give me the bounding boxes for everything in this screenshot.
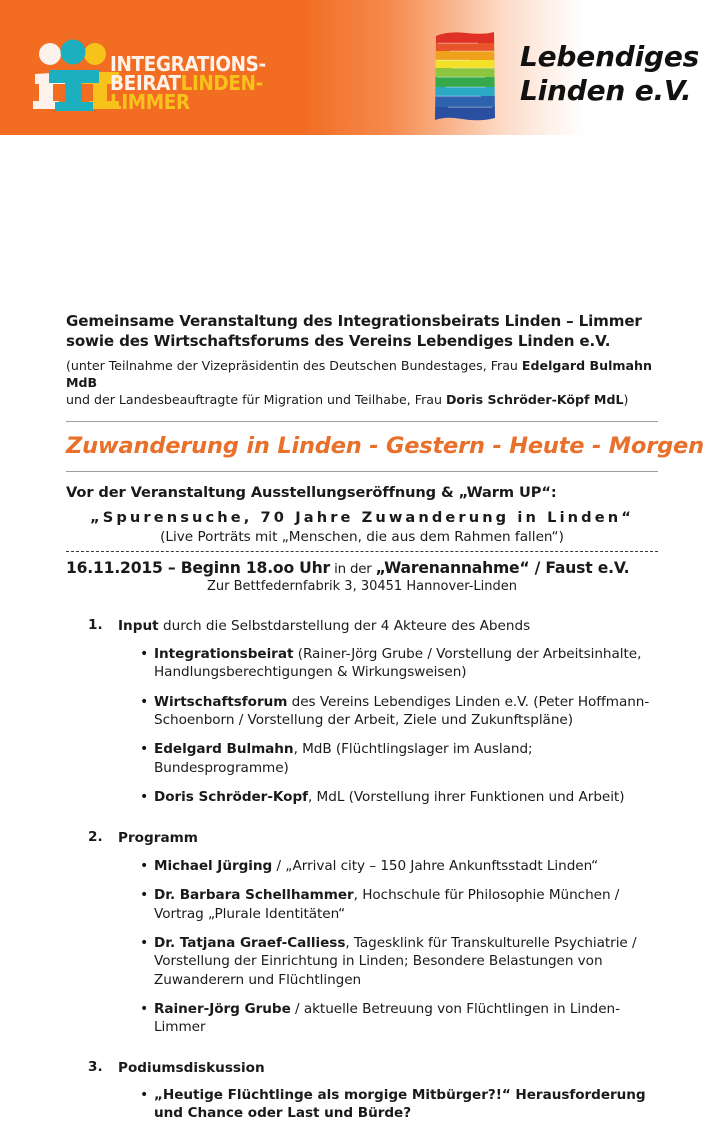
intro-sub-line-1 — [66, 358, 658, 392]
bullet-icon: • — [140, 934, 149, 951]
list-item — [66, 1000, 658, 1037]
list-item — [66, 857, 658, 875]
intro-sub-2-close: ) — [623, 391, 629, 407]
program-section-1 — [66, 617, 658, 807]
list-item — [66, 1086, 658, 1123]
intro-heading-line-1: Gemeinsame Veranstaltung des Integrationsbeirats Linden – Limmer — [66, 312, 642, 330]
list-item-rest: , Tagesklink für Transkulturelle Psychiatrie / Vorstellung der Einrichtung in Linden; Besondere Belastungen von Zuwanderern und Flüchtlingen — [154, 934, 637, 988]
divider-above-title — [66, 421, 658, 422]
program-item-heading — [66, 1059, 658, 1077]
list-item-text — [154, 1086, 658, 1123]
list-item-bold: Dr. Barbara Schellhammer — [154, 887, 354, 904]
list-item-text — [154, 693, 658, 730]
list-item-bold: Dr. Tatjana Graef-Calliess — [154, 934, 346, 951]
program-title-3 — [118, 1059, 265, 1077]
rainbow-brushstroke-icon — [432, 30, 498, 122]
list-item — [66, 693, 658, 730]
program-item-heading — [66, 617, 658, 635]
program-section-3 — [66, 1059, 658, 1123]
program-2-bullets — [66, 857, 658, 1037]
lebendiges-linden-line-1: Lebendiges — [520, 40, 700, 73]
warmup-heading: Vor der Veranstaltung Ausstellungseröffnung & „Warm UP“: — [66, 483, 557, 501]
list-item-bold: Rainer-Jörg Grube — [154, 1000, 291, 1017]
intro-heading — [66, 311, 658, 351]
integrationsbeirat-wordmark — [110, 52, 266, 114]
list-item-text — [154, 934, 658, 989]
list-item-bold: Doris Schröder-Kopf — [154, 789, 309, 806]
program-3-bullets — [66, 1086, 658, 1123]
event-date-line — [66, 559, 658, 577]
list-item-rest: / aktuelle Betreuung von Flüchtlingen in Linden-Limmer — [154, 1000, 620, 1036]
bullet-icon: • — [140, 857, 149, 874]
program-section-2 — [66, 829, 658, 1037]
list-item — [66, 934, 658, 989]
exhibition-subtitle: (Live Porträts mit „Menschen, die aus dem Rahmen fallen“) — [160, 528, 564, 545]
list-item-rest: des Vereins Lebendiges Linden e.V. (Peter Hoffmann-Schoenborn / Vorstellung der Arbeit, Ziele und Zukunftspläne) — [154, 693, 650, 729]
list-item-rest: / „Arrival city – 150 Jahre Ankunftsstadt Linden“ — [272, 857, 599, 874]
list-item-rest: , MdL (Vorstellung ihrer Funktionen und Arbeit) — [308, 789, 625, 806]
list-item — [66, 788, 658, 806]
list-item-rest: (Rainer-Jörg Grube / Vorstellung der Arbeitsinhalte, Handlungsberechtigungen & Wirkungsweisen) — [154, 646, 642, 681]
event-address: Zur Bettfedernfabrik 3, 30451 Hannover-Linden — [206, 578, 517, 594]
program-title-1-bold: Input — [118, 617, 159, 634]
program-number-2: 2. — [88, 828, 103, 845]
lebendiges-linden-line-2: Linden e.V. — [520, 74, 692, 108]
bullet-icon: • — [140, 646, 149, 663]
logo-line-2a: BEIRAT — [110, 70, 181, 95]
intro-sub-1-name: Edelgard Bulmahn MdB — [66, 358, 652, 390]
list-item-text — [154, 857, 658, 875]
list-item-bold: Wirtschaftsforum — [154, 693, 288, 710]
list-item — [66, 886, 658, 923]
list-item-bold: Integrationsbeirat — [154, 646, 294, 663]
list-item-text — [154, 740, 658, 777]
intro-subheading — [66, 358, 658, 409]
bullet-icon: • — [140, 693, 149, 710]
program-number-3: 3. — [88, 1058, 103, 1075]
bullet-icon: • — [140, 1086, 149, 1103]
event-date: 16.11.2015 – Beginn 18.oo Uhr — [66, 558, 331, 577]
event-date-connector: in der — [330, 561, 376, 577]
list-item — [66, 645, 658, 682]
exhibition-title: „Spurensuche, 70 Jahre Zuwanderung in Linden“ — [90, 508, 634, 526]
divider-below-title — [66, 471, 658, 472]
list-item-bold: Michael Jürging — [154, 857, 273, 874]
intro-sub-1-text: (unter Teilnahme der Vizepräsidentin des Deutschen Bundestages, Frau — [66, 358, 522, 374]
program-title-3-bold: Podiumsdiskussion — [118, 1059, 265, 1076]
intro-sub-2-name: Doris Schröder-Köpf MdL — [445, 391, 624, 407]
logo-line-2b: LINDEN- — [180, 70, 263, 95]
list-item-text — [154, 645, 658, 682]
page-title: Zuwanderung in Linden - Gestern - Heute - Morgen — [66, 432, 704, 459]
event-venue: „Warenannahme“ / Faust e.V. — [375, 558, 630, 577]
bullet-icon: • — [140, 887, 149, 904]
list-item-text — [154, 886, 658, 923]
list-item-rest: , Hochschule für Philosophie München / Vortrag „Plurale Identitäten“ — [154, 887, 620, 922]
intro-sub-line-2 — [66, 392, 658, 409]
program-title-1 — [118, 617, 530, 635]
program-title-1-rest: durch die Selbstdarstellung der 4 Akteure des Abends — [158, 617, 531, 634]
list-item-bold: Edelgard Bulmahn — [154, 741, 294, 758]
bullet-icon: • — [140, 741, 149, 758]
program-number-1: 1. — [88, 616, 103, 633]
program-title-2 — [118, 829, 198, 847]
logo-line-3: LIMMER — [110, 89, 190, 114]
list-item — [66, 740, 658, 777]
divider-dashed — [66, 551, 658, 552]
bullet-icon: • — [140, 1000, 149, 1017]
program-item-heading — [66, 829, 658, 847]
integrationsbeirat-people-icon — [33, 38, 121, 116]
list-item-text — [154, 788, 658, 806]
intro-sub-2-text: und der Landesbeauftragte für Migration und Teilhabe, Frau — [66, 391, 446, 407]
page-header-banner — [0, 0, 724, 135]
list-item-rest: , MdB (Flüchtlingslager im Ausland; Bundesprogramme) — [154, 741, 533, 776]
list-item-bold: „Heutige Flüchtlinge als morgige Mitbürger?!“ Herausforderung und Chance oder Last und Bürde? — [154, 1086, 646, 1122]
intro-heading-line-2: sowie des Wirtschaftsforums des Vereins Lebendiges Linden e.V. — [66, 332, 611, 351]
lebendiges-linden-wordmark — [520, 40, 699, 109]
program-1-bullets — [66, 645, 658, 806]
bullet-icon: • — [140, 789, 149, 806]
program-title-2-bold: Programm — [118, 829, 198, 846]
list-item-text — [154, 1000, 658, 1037]
logo-line-1: INTEGRATIONS- — [110, 52, 266, 76]
program-list — [66, 617, 658, 1123]
